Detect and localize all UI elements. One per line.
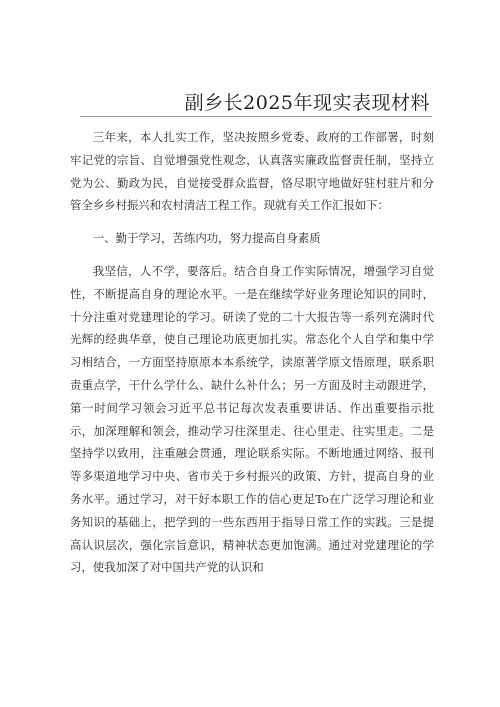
body-paragraph: 我坚信，人不学，要落后。结合自身工作实际情况，增强学习自觉性，不断提高自身的理论水平。一是在继续学好业务理论知识的同时，十分注重对党建理论的学习。研读了党的二十大报告等一系列充满时代光辉的经典华章，使自己理论功底更加扎实。常态化个人自学和集中学习相结合，一方面坚持原原本本系统学，读原著学原文悟原理，联系职责重点学，干什么学什么、缺什么补什么；另一方面及时主动跟进学，第一时间学习领会习近平总书记每次发表重要讲话、作出重要指示批示，加深理解和领会，推动学习往深里走、往心里走、往实里走。二是坚持学以致用，注重融会贯通，理论联系实际。不断地通过网络、报刊等多渠道地学习中央、省市关于乡村振兴的政策、方针，提高自身的业务水平。通过学习，对干好本职工作的信心更足To在广泛学习理论和业务知识的基础上，把学到的一些东西用于指导日常工作的实践。三是提高认识层次，强化宗旨意识，精神状态更加饱满。通过对党建理论的学习，使我加深了对中国共产党的认识和: [70, 263, 434, 575]
section-heading: 一、勤于学习，苦练内功，努力提高自身素质: [92, 231, 321, 246]
intro-paragraph: 三年来，本人扎实工作，坚决按照乡党委、政府的工作部署，时刻牢记党的宗旨、自觉增强党性观念，认真落实廉政监督责任制，坚持立党为公、勤政为民，自觉接受群众监督，恪尽职守地做好驻村驻片和分管全乡乡村振兴和农村清洁工程工作。现就有关工作汇报如下：: [70, 130, 434, 213]
document-title: 副乡长2025年现实表现材料: [184, 92, 430, 114]
title-underline: [80, 116, 432, 117]
title-block: [0, 88, 430, 119]
document-body: [70, 126, 434, 589]
